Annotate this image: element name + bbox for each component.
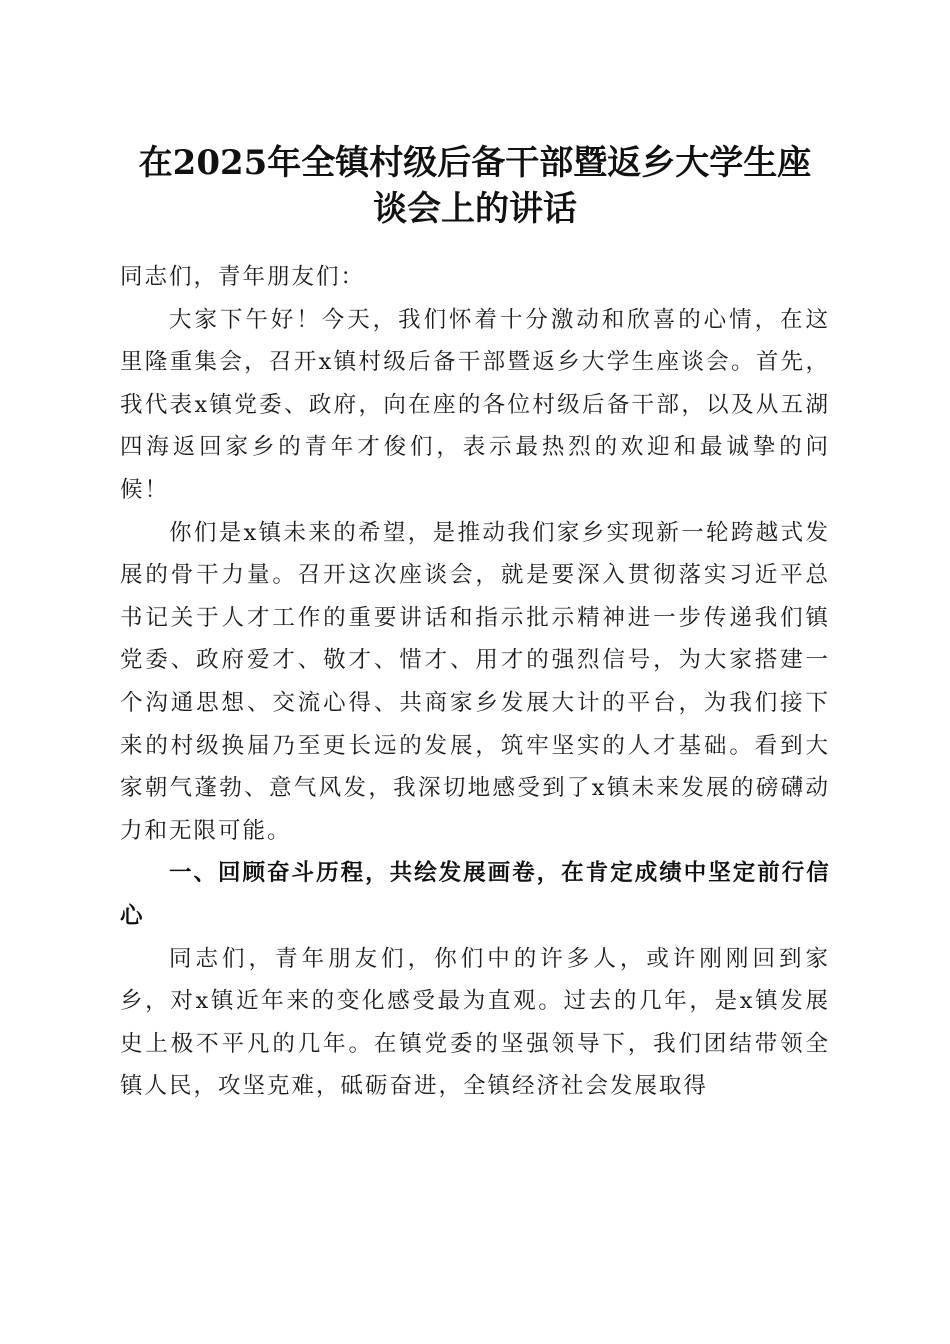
section-heading: 一、回顾奋斗历程，共绘发展画卷，在肯定成绩中坚定前行信心 bbox=[120, 860, 830, 929]
section-paragraph: 同志们，青年朋友们，你们中的许多人，或许刚刚回到家乡，对x镇近年来的变化感受最为直观。过去的几年，是x镇发展史上极不平凡的几年。在镇党委的坚强领导下，我们团结带领全镇人民，攻坚克难，砥砺奋进，全镇经济社会发展取得 bbox=[120, 945, 830, 1100]
paragraph-opening: 大家下午好！今天，我们怀着十分激动和欣喜的心情，在这里隆重集会，召开x镇村级后备干部暨返乡大学生座谈会。首先，我代表x镇党委、政府，向在座的各位村级后备干部，以及从五湖四海返回家乡的青年才俊们，表示最热烈的欢迎和最诚挚的问候！ bbox=[120, 306, 830, 503]
salutation: 同志们，青年朋友们： bbox=[120, 264, 366, 290]
document-title bbox=[100, 140, 850, 232]
title-line-2: 谈会上的讲话 bbox=[373, 189, 577, 229]
paragraph-purpose: 你们是x镇未来的希望，是推动我们家乡实现新一轮跨越式发展的骨干力量。召开这次座谈会，就是要深入贯彻落实习近平总书记关于人才工作的重要讲话和指示批示精神进一步传递我们镇党委、政府爱才、敬才、惜才、用才的强烈信号，为大家搭建一个沟通思想、交流心得、共商家乡发展大计的平台，为我们接下来的村级换届乃至更长远的发展，筑牢坚实的人才基础。看到大家朝气蓬勃、意气风发，我深切地感受到了x镇未来发展的磅礴动力和无限可能。 bbox=[120, 519, 830, 844]
title-line-1: 在2025年全镇村级后备干部暨返乡大学生座 bbox=[138, 143, 812, 183]
document-body bbox=[120, 256, 830, 1108]
